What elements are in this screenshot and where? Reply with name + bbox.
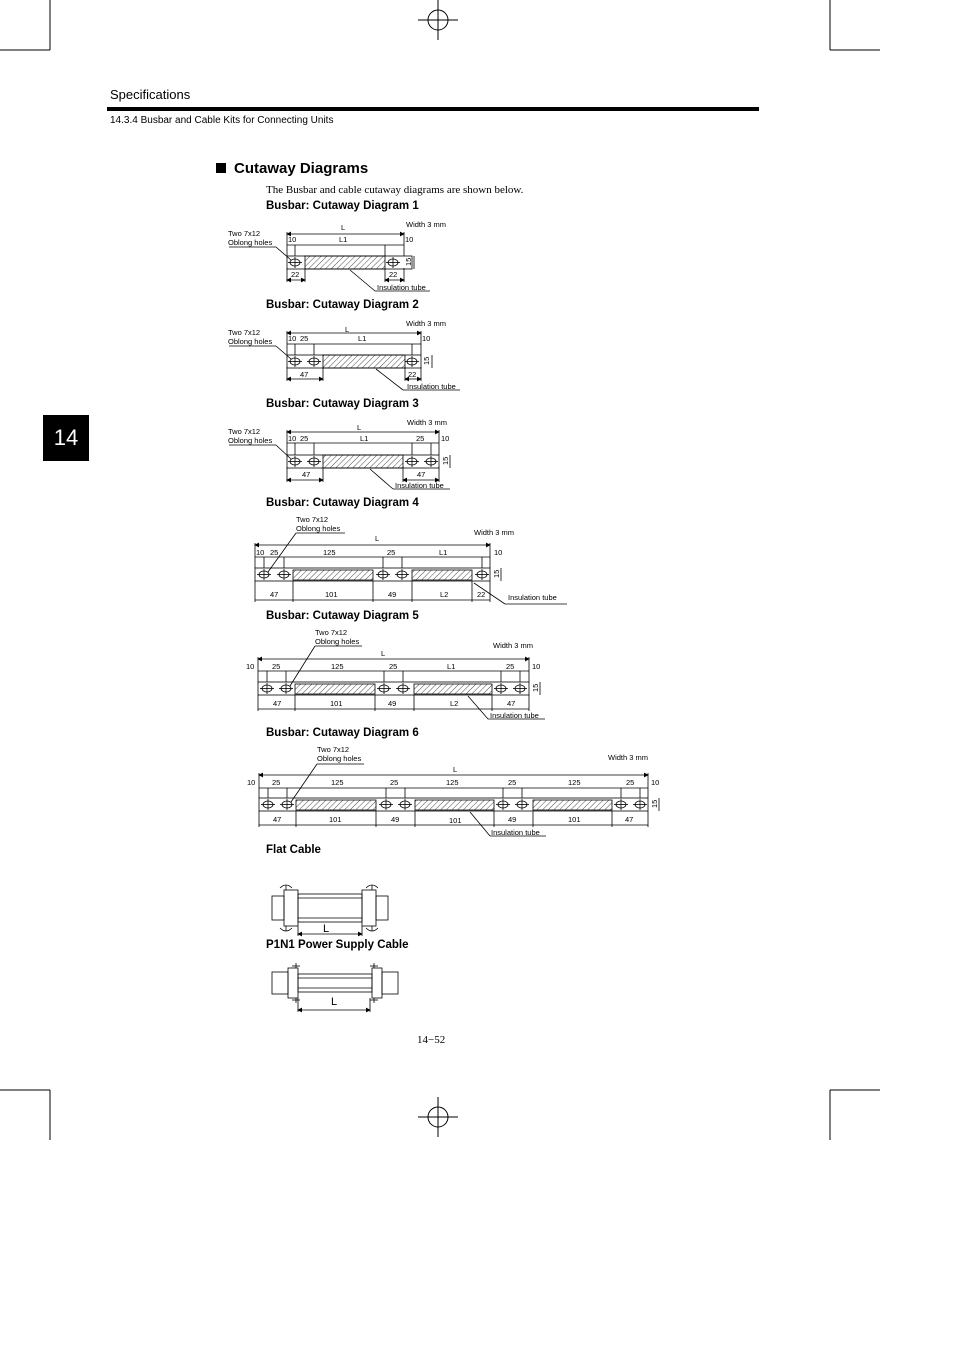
dim-22: 22 <box>408 370 417 379</box>
diagram-5-title: Busbar: Cutaway Diagram 5 <box>266 610 419 622</box>
section-heading-text: Cutaway Diagrams <box>234 160 369 177</box>
page-number: 14−52 <box>417 1034 446 1046</box>
diagram-6-title: Busbar: Cutaway Diagram 6 <box>266 727 419 739</box>
holes-label-line1: Two 7x12 <box>317 745 350 754</box>
width-label: Width 3 mm <box>406 220 447 229</box>
dim-49: 49 <box>388 699 397 708</box>
dim-L: L <box>341 223 346 232</box>
dim-47: 47 <box>417 470 426 479</box>
dim-L1: L1 <box>447 662 456 671</box>
dim-15: 15 <box>441 456 450 465</box>
dim-10: 10 <box>494 548 503 557</box>
dim-25: 25 <box>506 662 515 671</box>
dim-125: 125 <box>568 778 581 787</box>
section-path: 14.3.4 Busbar and Cable Kits for Connecting Units <box>110 115 334 126</box>
dim-L: L <box>357 423 362 432</box>
dim-101: 101 <box>568 815 581 824</box>
dim-25: 25 <box>387 548 396 557</box>
dim-10: 10 <box>422 334 431 343</box>
p1n1-cable-title: P1N1 Power Supply Cable <box>266 939 409 951</box>
width-label: Width 3 mm <box>406 319 447 328</box>
dim-10: 10 <box>256 548 265 557</box>
flat-cable-title: Flat Cable <box>266 844 321 856</box>
tube-label: Insulation tube <box>491 828 540 837</box>
width-label: Width 3 mm <box>474 528 515 537</box>
dim-10: 10 <box>288 334 297 343</box>
dim-22: 22 <box>477 590 486 599</box>
dim-47: 47 <box>273 699 282 708</box>
tube-label: Insulation tube <box>508 593 557 602</box>
dim-15: 15 <box>531 683 540 692</box>
holes-label-line1: Two 7x12 <box>315 628 348 637</box>
dim-L2: L2 <box>450 699 459 708</box>
dim-101: 101 <box>330 699 343 708</box>
header-title: Specifications <box>110 87 191 102</box>
dim-10: 10 <box>247 778 256 787</box>
holes-label-line1: Two 7x12 <box>228 427 261 436</box>
holes-label-line1: Two 7x12 <box>228 328 261 337</box>
dim-15: 15 <box>492 569 501 578</box>
diagram-4-title: Busbar: Cutaway Diagram 4 <box>266 497 419 509</box>
dim-22: 22 <box>389 270 398 279</box>
diagram-3-title: Busbar: Cutaway Diagram 3 <box>266 398 419 410</box>
dim-25: 25 <box>389 662 398 671</box>
tube-label: Insulation tube <box>395 481 444 490</box>
dim-L1: L1 <box>339 235 348 244</box>
dim-L: L <box>345 325 350 334</box>
tube-label: Insulation tube <box>377 283 426 292</box>
dim-101: 101 <box>449 816 462 825</box>
dim-15: 15 <box>422 356 431 365</box>
dim-25: 25 <box>300 434 309 443</box>
dim-22: 22 <box>291 270 300 279</box>
dim-47: 47 <box>507 699 516 708</box>
dim-47: 47 <box>625 815 634 824</box>
dim-125: 125 <box>446 778 459 787</box>
flat-cable-dim-L: L <box>323 923 330 935</box>
holes-label-line2: Oblong holes <box>296 524 341 533</box>
width-label: Width 3 mm <box>407 418 448 427</box>
intro-text: The Busbar and cable cutaway diagrams are shown below. <box>266 184 524 196</box>
dim-25: 25 <box>508 778 517 787</box>
holes-label-line2: Oblong holes <box>315 637 360 646</box>
dim-25: 25 <box>416 434 425 443</box>
dim-L2: L2 <box>440 590 449 599</box>
dim-25: 25 <box>270 548 279 557</box>
width-label: Width 3 mm <box>493 641 534 650</box>
dim-125: 125 <box>331 662 344 671</box>
dim-L1: L1 <box>360 434 369 443</box>
holes-label-line2: Oblong holes <box>228 238 273 247</box>
diagram-1-title: Busbar: Cutaway Diagram 1 <box>266 200 419 212</box>
dim-49: 49 <box>508 815 517 824</box>
holes-label-line1: Two 7x12 <box>296 515 329 524</box>
flat-cable-drawing <box>272 885 388 936</box>
dim-125: 125 <box>323 548 336 557</box>
tube-label: Insulation tube <box>490 711 539 720</box>
busbar-diagram-6 <box>259 764 659 836</box>
holes-label-line1: Two 7x12 <box>228 229 261 238</box>
busbar-diagram-5 <box>258 646 545 719</box>
dim-49: 49 <box>391 815 400 824</box>
dim-10: 10 <box>532 662 541 671</box>
dim-25: 25 <box>272 778 281 787</box>
dim-25: 25 <box>390 778 399 787</box>
dim-15: 15 <box>650 799 659 808</box>
dim-L: L <box>381 649 386 658</box>
diagram-2-title: Busbar: Cutaway Diagram 2 <box>266 299 419 311</box>
dim-47: 47 <box>300 370 309 379</box>
dim-10: 10 <box>288 434 297 443</box>
dim-L: L <box>375 534 380 543</box>
width-label: Width 3 mm <box>608 753 649 762</box>
dim-15: 15 <box>404 257 413 266</box>
dim-101: 101 <box>329 815 342 824</box>
dim-47: 47 <box>273 815 282 824</box>
dim-L: L <box>453 765 458 774</box>
holes-label-line2: Oblong holes <box>228 337 273 346</box>
dim-47: 47 <box>270 590 279 599</box>
dim-49: 49 <box>388 590 397 599</box>
dim-10: 10 <box>246 662 255 671</box>
dim-L1: L1 <box>358 334 367 343</box>
holes-label-line2: Oblong holes <box>228 436 273 445</box>
dim-10: 10 <box>651 778 660 787</box>
dim-25: 25 <box>300 334 309 343</box>
dim-10: 10 <box>288 235 297 244</box>
dim-101: 101 <box>325 590 338 599</box>
dim-25: 25 <box>272 662 281 671</box>
p1n1-cable-dim-L: L <box>331 996 338 1008</box>
dim-L1: L1 <box>439 548 448 557</box>
tube-label: Insulation tube <box>407 382 456 391</box>
holes-label-line2: Oblong holes <box>317 754 362 763</box>
dim-47: 47 <box>302 470 311 479</box>
dim-125: 125 <box>331 778 344 787</box>
dim-25: 25 <box>626 778 635 787</box>
chapter-tab: 14 <box>43 415 89 461</box>
dim-10: 10 <box>405 235 414 244</box>
dim-10: 10 <box>441 434 450 443</box>
